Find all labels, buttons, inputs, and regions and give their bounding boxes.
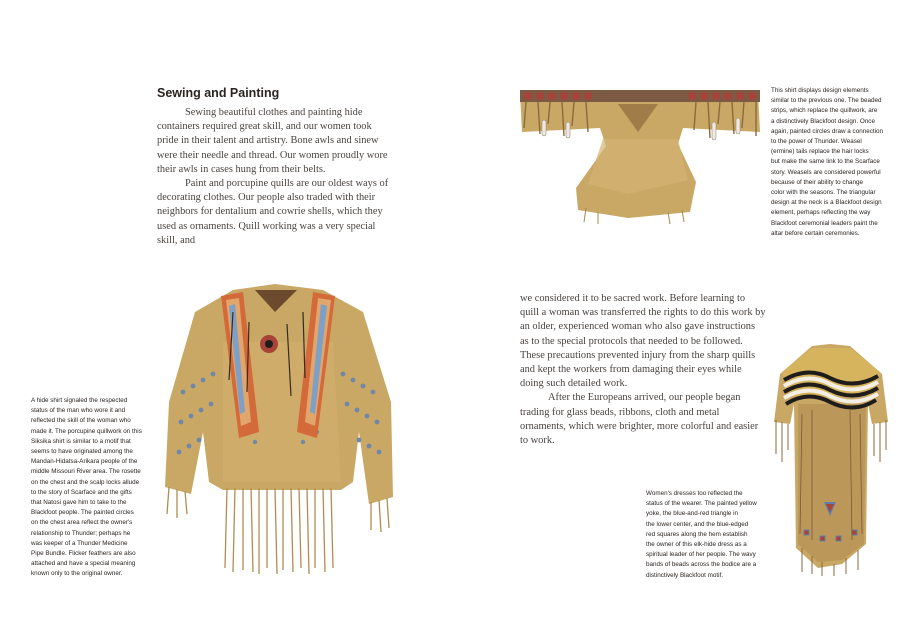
caption-line: on the chest area reflect the owner's bbox=[31, 519, 133, 527]
beaded-shirt-image bbox=[518, 84, 763, 224]
body-text-left bbox=[157, 106, 393, 248]
caption-line: seems to have originated among the bbox=[31, 448, 133, 456]
caption-line: story. Weasels are considered powerful bbox=[771, 168, 881, 176]
caption-line: element, perhaps reflecting the way bbox=[771, 209, 871, 217]
caption-line: Blackfoot ceremonial leaders paint the bbox=[771, 219, 878, 227]
caption-line: the lower center, and the blue-edged bbox=[646, 520, 749, 528]
caption-line: was keeper of a Thunder Medicine bbox=[31, 539, 128, 547]
caption-line: reflected the skill of the woman who bbox=[31, 417, 131, 425]
body-paragraph: Sewing beautiful clothes and painting hide containers required great skill, and our women took pride in their talent and artistry. Bone awls and sinew were their needle and thread. Our women proudly wore their awls in cases hung from their belts. bbox=[157, 107, 388, 175]
caption-line: to the story of Scarface and the gifts bbox=[31, 488, 132, 496]
quilled-shirt-image bbox=[163, 282, 395, 576]
body-paragraph: Paint and porcupine quills are our oldest ways of decorating clothes. Our people also traded with their neighbors for dentalium and cowrie shells, which they used as ornaments. Quill working was a very special skill, and bbox=[157, 178, 389, 246]
elk-hide-dress-image bbox=[772, 344, 890, 576]
caption-line: Blackfoot people. The painted circles bbox=[31, 509, 134, 517]
caption-line: distinctively Blackfoot motif. bbox=[646, 571, 723, 579]
caption-line: relationship to Thunder; perhaps he bbox=[31, 529, 131, 537]
caption-line: red squares along the hem establish bbox=[646, 530, 748, 538]
caption-line: (ermine) tails replace the hair locks bbox=[771, 148, 869, 156]
caption-line: yoke, the blue-and-red triangle in bbox=[646, 510, 739, 518]
caption-line: Pipe Bundle. Flicker feathers are also bbox=[31, 550, 136, 558]
caption-line: Mandan-Hidatsa-Arikara people of the bbox=[31, 458, 138, 466]
caption-line: color with the seasons. The triangular bbox=[771, 189, 876, 197]
caption-line: A hide shirt signaled the respected bbox=[31, 397, 128, 404]
caption-line: spiritual leader of her people. The wavy bbox=[646, 551, 756, 559]
caption-line: Women's dresses too reflected the bbox=[646, 490, 743, 497]
caption-line: status of the wearer. The painted yellow bbox=[646, 500, 757, 508]
caption-left bbox=[31, 396, 156, 580]
caption-line: middle Missouri River area. The rosette bbox=[31, 468, 141, 476]
caption-line: because of their ability to change bbox=[771, 178, 864, 186]
caption-line: design at the neck is a Blackfoot design bbox=[771, 199, 882, 207]
caption-line: to the power of Thunder. Weasel bbox=[771, 138, 862, 146]
caption-line: again, painted circles draw a connection bbox=[771, 127, 884, 135]
caption-line: bands of beads across the bodice are a bbox=[646, 561, 757, 569]
caption-line: strips, which replace the quillwork, are bbox=[771, 107, 878, 115]
body-text-right bbox=[520, 292, 766, 448]
section-heading: Sewing and Painting bbox=[157, 86, 280, 100]
caption-line: a distinctively Blackfoot design. Once bbox=[771, 117, 875, 125]
caption-line: This shirt displays design elements bbox=[771, 87, 869, 94]
caption-line: but make the same link to the Scarface bbox=[771, 158, 880, 166]
body-paragraph: After the Europeans arrived, our people began trading for glass beads, ribbons, cloth and metal ornaments, which were brighter, more colorful and easier to work. bbox=[520, 392, 759, 447]
body-paragraph: we considered it to be sacred work. Before learning to quill a woman was transferred the rights to do this work by an older, experienced woman who also gave instructions as to the special protocols that needed to be followed. These precautions prevented injury from the sharp quills and kept the workers from damaging their eyes while doing such detailed work. bbox=[520, 293, 766, 390]
caption-line: on the chest and the scalp locks allude bbox=[31, 478, 140, 486]
caption-bottom-right bbox=[646, 489, 776, 581]
caption-line: similar to the previous one. The beaded bbox=[771, 97, 882, 105]
caption-line: the owner of this elk-hide dress as a bbox=[646, 541, 747, 549]
caption-top-right bbox=[771, 86, 901, 239]
caption-line: altar before certain ceremonies. bbox=[771, 229, 860, 237]
caption-line: Siksika shirt is similar to a motif that bbox=[31, 437, 131, 445]
caption-line: made it. The porcupine quillwork on this bbox=[31, 427, 142, 435]
caption-line: attached and have a special meaning bbox=[31, 560, 136, 568]
caption-line: that Natosi gave him to take to the bbox=[31, 499, 127, 507]
caption-line: status of the man who wore it and bbox=[31, 407, 126, 415]
caption-line: known only to the original owner. bbox=[31, 570, 123, 578]
